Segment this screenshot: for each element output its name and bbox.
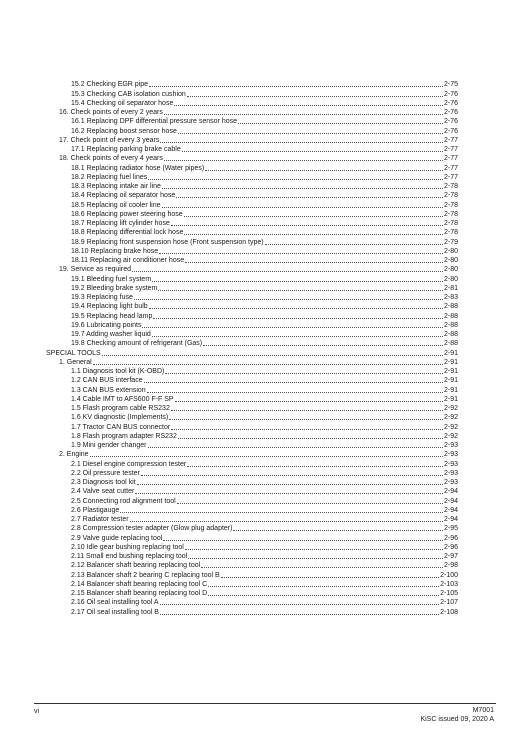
- dot-leader: [135, 492, 443, 494]
- toc-entry[interactable]: [71, 284, 458, 293]
- toc-entry-page: 2-77: [443, 155, 458, 163]
- toc-entry[interactable]: [71, 145, 458, 154]
- toc-entry-title: 1.5 Flash program cable RS232: [71, 405, 170, 412]
- toc-entry-page: 2-88: [443, 312, 458, 320]
- toc-entry-title: SPECIAL TOOLS: [46, 349, 101, 357]
- toc-entry[interactable]: [71, 302, 458, 311]
- toc-entry-page: 2-91: [443, 368, 458, 375]
- toc-entry-title: 1.2 CAN BUS interface: [71, 377, 143, 385]
- toc-entry-title: 2.4 Valve seat cutter: [71, 488, 135, 496]
- toc-entry-page: 2-76: [443, 127, 458, 135]
- toc-entry-page: 2-76: [443, 118, 458, 126]
- toc-entry[interactable]: [71, 422, 458, 431]
- toc-entry-page: 2-93: [443, 442, 458, 449]
- toc-entry-title: 18.4 Replacing oil separator hose: [71, 192, 176, 200]
- dot-leader: [185, 548, 443, 550]
- dot-leader: [185, 261, 443, 263]
- toc-entry-title: 18.5 Replacing oil cooler line: [71, 201, 161, 209]
- toc-entry[interactable]: [71, 487, 458, 496]
- toc-entry[interactable]: [59, 265, 458, 274]
- toc-entry-page: 2-78: [443, 192, 458, 200]
- toc-entry-page: 2-80: [443, 275, 458, 283]
- toc-entry-page: 2-88: [443, 303, 458, 311]
- toc-entry-title: 2.16 Oil seal installing tool A: [71, 599, 159, 607]
- toc-entry-page: 2-88: [443, 331, 458, 338]
- toc-entry[interactable]: [71, 117, 458, 126]
- toc-entry-title: 2.10 Idle gear bushing replacing tool: [71, 543, 184, 551]
- toc-entry[interactable]: [71, 496, 458, 505]
- toc-entry-page: 2-92: [443, 405, 458, 412]
- toc-entry[interactable]: [59, 154, 458, 163]
- dot-leader: [182, 150, 443, 152]
- toc-entry-page: 2-81: [443, 284, 458, 292]
- toc-entry-title: 16. Check points of every 2 years: [59, 109, 163, 116]
- toc-entry[interactable]: [71, 321, 458, 330]
- toc-entry-page: 2-94: [443, 516, 458, 523]
- toc-entry-page: 2-93: [443, 469, 458, 477]
- toc-entry-title: 17.1 Replacing parking brake cable: [71, 146, 181, 153]
- toc-entry-page: 2-92: [443, 432, 458, 440]
- toc-entry-title: 2.1 Diesel engine compression tester: [71, 460, 187, 468]
- dot-leader: [265, 243, 443, 245]
- dot-leader: [142, 326, 443, 328]
- toc-entry[interactable]: [59, 136, 458, 145]
- toc-entry-page: 2-75: [443, 81, 458, 89]
- toc-entry[interactable]: [71, 256, 458, 265]
- dot-leader: [238, 122, 443, 124]
- toc-entry[interactable]: [59, 450, 458, 459]
- toc-entry-page: 2-78: [443, 210, 458, 218]
- toc-entry-title: 17. Check point of every 3 years: [59, 136, 160, 144]
- toc-entry[interactable]: [71, 580, 458, 589]
- dot-leader: [158, 289, 443, 291]
- toc-entry[interactable]: [71, 395, 458, 404]
- dot-leader: [152, 280, 443, 282]
- toc-entry-page: 2-93: [443, 479, 458, 486]
- toc-entry-page: 2-88: [443, 321, 458, 329]
- dot-leader: [141, 474, 443, 476]
- toc-entry-page: 2-107: [440, 599, 458, 607]
- dot-leader: [130, 520, 443, 522]
- toc-entry-title: 15.4 Checking oil separator hose: [71, 99, 174, 107]
- dot-leader: [188, 557, 443, 559]
- toc-entry-title: 19.6 Lubricating points: [71, 321, 142, 329]
- toc-entry-page: 2-96: [443, 534, 458, 542]
- toc-entry-page: 2-88: [443, 340, 458, 348]
- dot-leader: [160, 603, 440, 605]
- toc-entry[interactable]: [71, 478, 458, 487]
- dot-leader: [164, 113, 443, 115]
- dot-leader: [169, 418, 443, 420]
- dot-leader: [184, 233, 443, 235]
- dot-leader: [90, 455, 443, 457]
- toc-entry[interactable]: [71, 237, 458, 246]
- toc-entry-page: 2-78: [443, 229, 458, 237]
- toc-entry-title: 18.6 Replacing power steering hose: [71, 210, 183, 218]
- dot-leader: [160, 613, 439, 615]
- dot-leader: [203, 344, 443, 346]
- dot-leader: [93, 363, 443, 365]
- dot-leader: [159, 252, 443, 254]
- dot-leader: [165, 372, 443, 374]
- toc-entry-page: 2-78: [443, 183, 458, 190]
- toc-entry-title: 1.9 Mini gender changer: [71, 442, 147, 449]
- toc-entry-title: 19.4 Replacing light bulb: [71, 303, 148, 311]
- toc-entry-page: 2-91: [443, 377, 458, 385]
- toc-entry-page: 2-91: [443, 386, 458, 394]
- toc-entry-title: 1. General: [59, 358, 92, 366]
- toc-entry-title: 1.7 Tractor CAN BUS connector: [71, 423, 171, 431]
- toc-entry-title: 2.11 Small end bushing replacing tool: [71, 553, 188, 560]
- dot-leader: [176, 196, 443, 198]
- toc-entry-title: 15.3 Checking CAB isolation cushion: [71, 90, 186, 98]
- toc-entry-title: 2.6 Plastigauge: [71, 506, 120, 514]
- toc-entry[interactable]: [71, 524, 458, 533]
- toc-entry-title: 2.13 Balancer shaft 2 bearing C replacing tool B: [71, 571, 220, 579]
- toc-entry-title: 18.10 Replacing brake hose: [71, 247, 159, 255]
- toc-entry[interactable]: [71, 126, 458, 135]
- toc-entry-title: 15.2 Checking EGR pipe: [71, 81, 149, 89]
- toc-entry[interactable]: [71, 404, 458, 413]
- toc-entry[interactable]: [71, 210, 458, 219]
- dot-leader: [149, 85, 443, 87]
- toc-entry-title: 1.3 CAN BUS extension: [71, 386, 146, 394]
- toc-entry-title: 2.15 Balancer shaft bearing replacing tool D: [71, 590, 208, 597]
- toc-entry[interactable]: [71, 515, 458, 524]
- toc-entry[interactable]: [71, 561, 458, 570]
- dot-leader: [137, 483, 443, 485]
- toc-entry[interactable]: [71, 533, 458, 542]
- toc-entry[interactable]: [71, 441, 458, 450]
- toc-entry[interactable]: [71, 367, 458, 376]
- toc-entry-page: 2-94: [443, 506, 458, 514]
- toc-entry[interactable]: [71, 163, 458, 172]
- toc-entry[interactable]: [71, 376, 458, 385]
- toc-entry-title: 19.1 Bleeding fuel system: [71, 275, 152, 283]
- toc-entry-page: 2-91: [443, 395, 458, 403]
- footer-divider: [34, 703, 496, 704]
- toc-entry-title: 19.7 Adding washer liquid: [71, 331, 151, 338]
- dot-leader: [144, 381, 443, 383]
- dot-leader: [208, 585, 439, 587]
- toc-entry[interactable]: [71, 173, 458, 182]
- toc-entry-page: 2-105: [440, 590, 458, 597]
- dot-leader: [149, 307, 443, 309]
- dot-leader: [187, 465, 443, 467]
- toc-entry[interactable]: [71, 413, 458, 422]
- toc-entry-page: 2-98: [443, 562, 458, 570]
- toc-entry[interactable]: [71, 339, 458, 348]
- toc-entry-title: 18.1 Replacing radiator hose (Water pipes): [71, 164, 205, 172]
- dot-leader: [132, 270, 443, 272]
- toc-entry[interactable]: [71, 385, 458, 394]
- dot-leader: [171, 224, 443, 226]
- dot-leader: [152, 335, 443, 337]
- dot-leader: [187, 95, 443, 97]
- toc-entry[interactable]: [71, 99, 458, 108]
- dot-leader: [163, 539, 443, 541]
- toc-entry-page: 2-100: [440, 571, 458, 579]
- toc-entry[interactable]: [59, 358, 458, 367]
- toc-entry-page: 2-79: [443, 238, 458, 246]
- issue-date: KiSC issued 09, 2020 A: [420, 716, 494, 723]
- dot-leader: [233, 529, 443, 531]
- toc-entry-title: 1.8 Flash program adapter RS232: [71, 432, 177, 440]
- toc-entry-page: 2-78: [443, 201, 458, 209]
- toc-entry-page: 2-91: [443, 358, 458, 366]
- toc-entry[interactable]: [71, 469, 458, 478]
- toc-entry-title: 2.9 Valve guide replacing tool: [71, 534, 163, 542]
- toc-entry-title: 1.4 Cable IMT to AFS600 F-F SP: [71, 395, 174, 403]
- toc-entry-title: 2.5 Connecting rod alignment tool: [71, 497, 176, 505]
- dot-leader: [171, 409, 443, 411]
- toc-entry[interactable]: [71, 228, 458, 237]
- dot-leader: [164, 159, 443, 161]
- toc-entry-page: 2-76: [443, 109, 458, 116]
- toc-entry-title: 18.3 Replacing intake air line: [71, 183, 161, 190]
- toc-entry[interactable]: [71, 459, 458, 468]
- toc-entry-page: 2-76: [443, 90, 458, 98]
- dot-leader: [177, 502, 443, 504]
- toc-entry-title: 2.12 Balancer shaft bearing replacing tool: [71, 562, 201, 570]
- toc-entry-title: 18.7 Replacing lift cylinder hose: [71, 220, 170, 227]
- toc-entry-page: 2-94: [443, 488, 458, 496]
- dot-leader: [147, 391, 443, 393]
- document-code: M7001: [472, 707, 494, 714]
- toc-entry[interactable]: [71, 432, 458, 441]
- toc-entry-title: 2.17 Oil seal installing tool B: [71, 608, 159, 616]
- toc-entry-page: 2-83: [443, 294, 458, 301]
- toc-entry-title: 2.14 Balancer shaft bearing replacing tool C: [71, 580, 208, 588]
- toc-entry-title: 16.1 Replacing DPF differential pressure sensor hose: [71, 118, 238, 126]
- toc-entry-page: 2-91: [443, 349, 458, 357]
- toc-entry[interactable]: [71, 80, 458, 89]
- toc-entry[interactable]: [71, 247, 458, 256]
- dot-leader: [201, 566, 443, 568]
- toc-entry[interactable]: [71, 200, 458, 209]
- toc-entry-title: 19. Service as required: [59, 266, 131, 274]
- toc-entry[interactable]: [46, 348, 458, 357]
- toc-entry-title: 2. Engine: [59, 451, 89, 459]
- toc-entry[interactable]: [71, 552, 458, 561]
- toc-entry[interactable]: [59, 108, 458, 117]
- dot-leader: [134, 298, 443, 300]
- toc-entry[interactable]: [71, 274, 458, 283]
- toc-entry[interactable]: [71, 89, 458, 98]
- toc-entry-page: 2-80: [443, 257, 458, 264]
- dot-leader: [120, 511, 443, 513]
- toc-entry[interactable]: [71, 293, 458, 302]
- toc-entry-title: 18.11 Replacing air conditioner hose: [71, 257, 185, 264]
- toc-entry-title: 19.8 Checking amount of refrigerant (Gas): [71, 340, 203, 348]
- toc-entry-title: 2.3 Diagnosis tool kit: [71, 479, 136, 486]
- toc-entry-page: 2-77: [443, 146, 458, 153]
- toc-entry-page: 2-97: [443, 553, 458, 560]
- dot-leader: [102, 354, 443, 356]
- toc-entry[interactable]: [71, 311, 458, 320]
- toc-entry-title: 18.8 Replacing differential lock hose: [71, 229, 184, 237]
- dot-leader: [148, 178, 443, 180]
- toc-entry[interactable]: [71, 330, 458, 339]
- toc-entry-title: 19.5 Replacing head lamp: [71, 312, 153, 320]
- toc-entry[interactable]: [71, 607, 458, 616]
- dot-leader: [205, 169, 443, 171]
- dot-leader: [171, 428, 443, 430]
- toc-entry-page: 2-93: [443, 451, 458, 459]
- dot-leader: [160, 141, 443, 143]
- toc-entry-page: 2-94: [443, 497, 458, 505]
- toc-entry-title: 18.9 Replacing front suspension hose (Front suspension type): [71, 238, 264, 246]
- toc-entry-title: 18.2 Replacing fuel lines: [71, 173, 148, 181]
- dot-leader: [184, 215, 443, 217]
- toc-entry-title: 1.1 Diagnosis tool kit (K-OBD): [71, 368, 165, 375]
- toc-entry-page: 2-96: [443, 543, 458, 551]
- toc-entry-page: 2-76: [443, 99, 458, 107]
- toc-entry[interactable]: [71, 598, 458, 607]
- dot-leader: [178, 437, 443, 439]
- toc-entry[interactable]: [71, 219, 458, 228]
- dot-leader: [174, 104, 443, 106]
- dot-leader: [162, 206, 443, 208]
- dot-leader: [162, 187, 443, 189]
- toc-entry[interactable]: [71, 570, 458, 579]
- dot-leader: [208, 594, 439, 596]
- toc-entry-page: 2-80: [443, 266, 458, 274]
- toc-entry[interactable]: [71, 191, 458, 200]
- toc-entry-title: 19.2 Bleeding brake system: [71, 284, 158, 292]
- toc-entry[interactable]: [71, 543, 458, 552]
- toc-entry-title: 19.3 Replacing fuse: [71, 294, 133, 301]
- toc-entry-title: 16.2 Replacing boost sensor hose: [71, 127, 177, 135]
- toc-entry-page: 2-103: [440, 580, 458, 588]
- page-number: vi: [34, 708, 40, 715]
- toc-entry-page: 2-95: [443, 525, 458, 533]
- toc-entry-title: 2.8 Compression tester adapter (Glow plug adapter): [71, 525, 233, 533]
- toc-entry[interactable]: [71, 589, 458, 598]
- toc-entry-page: 2-92: [443, 414, 458, 422]
- dot-leader: [148, 446, 443, 448]
- toc-entry-page: 2-78: [443, 220, 458, 227]
- toc-entry-page: 2-77: [443, 164, 458, 172]
- dot-leader: [221, 576, 439, 578]
- dot-leader: [175, 400, 443, 402]
- toc-entry-page: 2-93: [443, 460, 458, 468]
- toc-entry-title: 18. Check points of every 4 years: [59, 155, 163, 163]
- toc-entry-page: 2-108: [440, 608, 458, 616]
- toc-entry-page: 2-92: [443, 423, 458, 431]
- toc-entry-page: 2-77: [443, 173, 458, 181]
- toc-entry[interactable]: [71, 506, 458, 515]
- toc-entry-page: 2-80: [443, 247, 458, 255]
- dot-leader: [178, 132, 443, 134]
- toc-entry-title: 1.6 KV diagnostic (Implements): [71, 414, 169, 422]
- toc-entry-page: 2-77: [443, 136, 458, 144]
- toc-entry-title: 2.7 Radiator tester: [71, 516, 129, 523]
- dot-leader: [153, 317, 443, 319]
- toc-entry-title: 2.2 Oil pressure tester: [71, 469, 140, 477]
- toc-entry[interactable]: [71, 182, 458, 191]
